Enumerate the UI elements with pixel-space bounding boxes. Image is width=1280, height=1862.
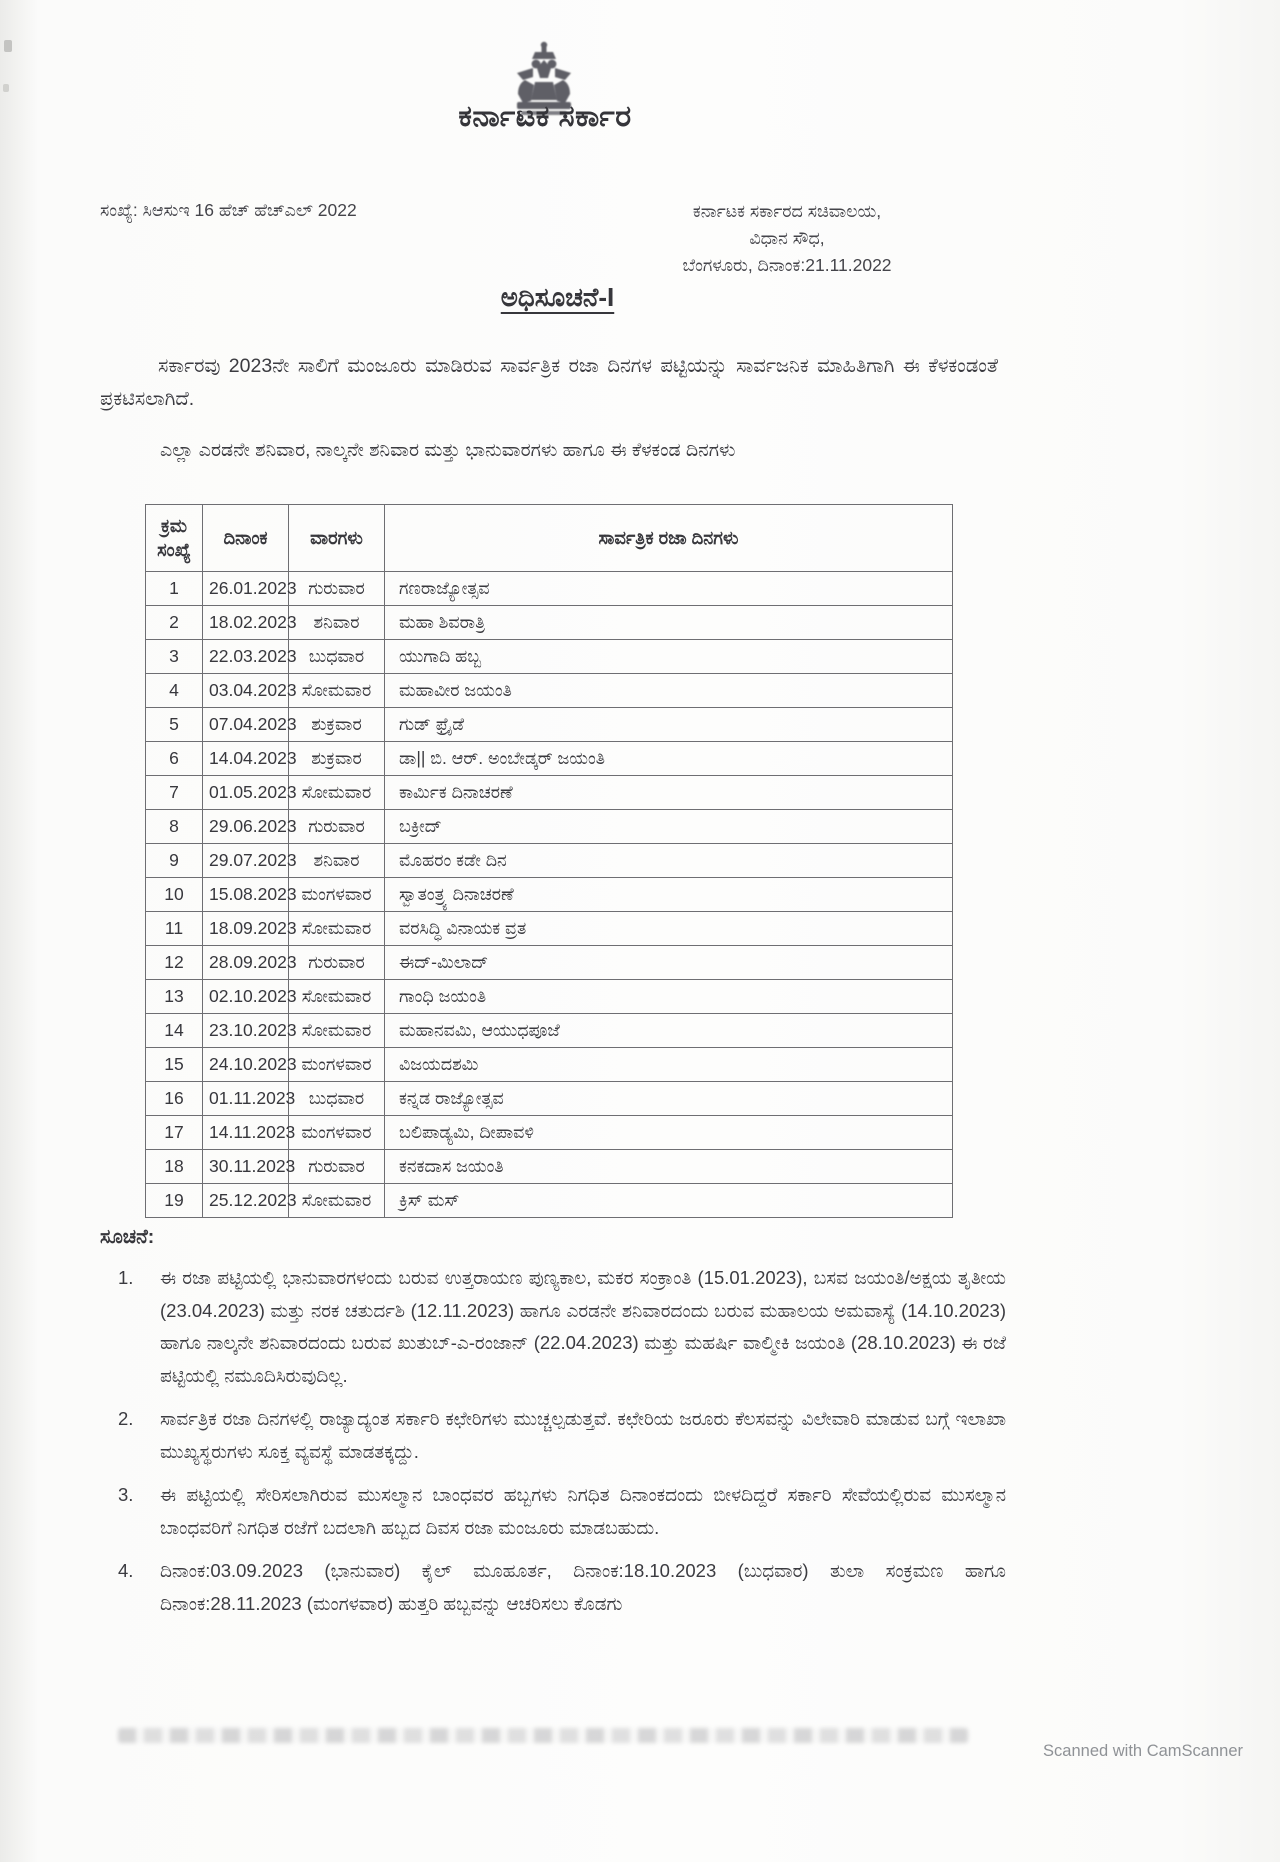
row-number-cell: 18: [146, 1150, 203, 1184]
row-number-cell: 19: [146, 1184, 203, 1218]
table-row: [146, 1082, 953, 1116]
date-cell: 22.03.2023: [203, 640, 289, 674]
table-row: [146, 912, 953, 946]
weekday-cell: ಶನಿವಾರ: [289, 844, 385, 878]
holiday-name-cell: ಡಾ|| ಬಿ. ಆರ್. ಅಂಬೇಡ್ಕರ್ ಜಯಂತಿ: [385, 742, 953, 776]
holiday-name-cell: ವಿಜಯದಶಮಿ: [385, 1048, 953, 1082]
note-number: 4.: [118, 1560, 134, 1581]
date-cell: 02.10.2023: [203, 980, 289, 1014]
weekday-cell: ಸೋಮವಾರ: [289, 1184, 385, 1218]
table-row: [146, 708, 953, 742]
weekday-cell: ಗುರುವಾರ: [289, 946, 385, 980]
date-cell: 23.10.2023: [203, 1014, 289, 1048]
holiday-name-cell: ಈದ್-ಮಿಲಾದ್: [385, 946, 953, 980]
weekday-cell: ಸೋಮವಾರ: [289, 1014, 385, 1048]
row-number-cell: 13: [146, 980, 203, 1014]
holiday-name-cell: ವರಸಿದ್ಧಿ ವಿನಾಯಕ ವ್ರತ: [385, 912, 953, 946]
row-number-cell: 16: [146, 1082, 203, 1116]
row-number-cell: 2: [146, 606, 203, 640]
holiday-name-cell: ಕನ್ನಡ ರಾಜ್ಯೋತ್ಸವ: [385, 1082, 953, 1116]
weekday-cell: ಗುರುವಾರ: [289, 810, 385, 844]
holiday-name-cell: ಕಾರ್ಮಿಕ ದಿನಾಚರಣೆ: [385, 776, 953, 810]
holiday-name-cell: ಮಹಾನವಮಿ, ಆಯುಧಪೂಜೆ: [385, 1014, 953, 1048]
holiday-name-cell: ಯುಗಾದಿ ಹಬ್ಬ: [385, 640, 953, 674]
row-number-cell: 3: [146, 640, 203, 674]
date-cell: 29.06.2023: [203, 810, 289, 844]
row-number-cell: 1: [146, 572, 203, 606]
date-cell: 03.04.2023: [203, 674, 289, 708]
intro-paragraph: ಸರ್ಕಾರವು 2023ನೇ ಸಾಲಿಗೆ ಮಂಜೂರು ಮಾಡಿರುವ ಸಾರ್ವತ್ರಿಕ ರಜಾ ದಿನಗಳ ಪಟ್ಟಿಯನ್ನು ಸಾರ್ವಜನಿಕ ಮಾಹಿತಿಗಾಗಿ ಈ ಕೆಳಕಂಡಂತೆ ಪ್ರಕಟಿಸಲಾಗಿದೆ.: [100, 355, 998, 410]
applicability-line: ಎಲ್ಲಾ ಎರಡನೇ ಶನಿವಾರ, ನಾಲ್ಕನೇ ಶನಿವಾರ ಮತ್ತು ಭಾನುವಾರಗಳು ಹಾಗೂ ಈ ಕೆಳಕಂಡ ದಿನಗಳು: [160, 440, 736, 461]
weekday-cell: ಬುಧವಾರ: [289, 1082, 385, 1116]
note-text: ಈ ರಜಾ ಪಟ್ಟಿಯಲ್ಲಿ ಭಾನುವಾರಗಳಂದು ಬರುವ ಉತ್ತರಾಯಣ ಪುಣ್ಯಕಾಲ, ಮಕರ ಸಂಕ್ರಾಂತಿ (15.01.2023), ಬಸವ ಜಯಂತಿ/ಅಕ್ಷಯ ತೃತೀಯ (23.04.2023) ಮತ್ತು ನರಕ ಚತುರ್ದಶಿ (12.11.2023) ಹಾಗೂ ಎರಡನೇ ಶನಿವಾರದಂದು ಬರುವ ಮಹಾಲಯ ಅಮವಾಸ್ಯೆ (14.10.2023) ಹಾಗೂ ನಾಲ್ಕನೇ ಶನಿವಾರದಂದು ಬರುವ ಖುತುಬ್-ಎ-ರಂಜಾನ್ (22.04.2023) ಮತ್ತು ಮಹರ್ಷಿ ವಾಲ್ಮೀಕಿ ಜಯಂತಿ (28.10.2023) ಈ ರಜೆ ಪಟ್ಟಿಯಲ್ಲಿ ನಮೂದಿಸಿರುವುದಿಲ್ಲ.: [160, 1267, 1006, 1386]
holiday-name-cell: ಗುಡ್ ಫ್ರೈಡೆ: [385, 708, 953, 742]
row-number-cell: 6: [146, 742, 203, 776]
holiday-table-body: [146, 572, 953, 1218]
table-row: [146, 844, 953, 878]
table-header-row: [146, 505, 953, 572]
row-number-cell: 4: [146, 674, 203, 708]
holiday-name-cell: ಗಾಂಧಿ ಜಯಂತಿ: [385, 980, 953, 1014]
date-cell: 18.02.2023: [203, 606, 289, 640]
row-number-cell: 8: [146, 810, 203, 844]
scan-artifact: [4, 40, 12, 52]
holiday-table: [145, 504, 953, 1218]
faded-cutoff-text-line: [118, 1728, 968, 1743]
date-cell: 24.10.2023: [203, 1048, 289, 1082]
holiday-name-cell: ಗಣರಾಜ್ಯೋತ್ಸವ: [385, 572, 953, 606]
row-number-cell: 11: [146, 912, 203, 946]
holiday-name-cell: ಸ್ವಾತಂತ್ರ್ಯ ದಿನಾಚರಣೆ: [385, 878, 953, 912]
row-number-cell: 15: [146, 1048, 203, 1082]
note-text: ಸಾರ್ವತ್ರಿಕ ರಜಾ ದಿನಗಳಲ್ಲಿ ರಾಜ್ಯಾದ್ಯಂತ ಸರ್ಕಾರಿ ಕಛೇರಿಗಳು ಮುಚ್ಚಲ್ಪಡುತ್ತವೆ. ಕಛೇರಿಯ ಜರೂರು ಕೆಲಸವನ್ನು ವಿಲೇವಾರಿ ಮಾಡುವ ಬಗ್ಗೆ ಇಲಾಖಾ ಮುಖ್ಯಸ್ಥರುಗಳು ಸೂಕ್ತ ವ್ಯವಸ್ಥೆ ಮಾಡತಕ್ಕದ್ದು.: [160, 1408, 1006, 1462]
row-number-cell: 12: [146, 946, 203, 980]
date-cell: 01.11.2023: [203, 1082, 289, 1116]
holiday-name-cell: ಮಹಾ ಶಿವರಾತ್ರಿ: [385, 606, 953, 640]
notification-title: ಅಧಿಸೂಚನೆ-I: [500, 282, 615, 312]
table-row: [146, 1150, 953, 1184]
notes-list: [118, 1262, 1006, 1631]
address-line: ವಿಧಾನ ಸೌಧ,: [749, 228, 825, 248]
weekday-cell: ಸೋಮವಾರ: [289, 674, 385, 708]
table-row: [146, 946, 953, 980]
note-item: [118, 1262, 1006, 1392]
weekday-cell: ಗುರುವಾರ: [289, 572, 385, 606]
holiday-name-cell: ಬಕ್ರೀದ್: [385, 810, 953, 844]
table-row: [146, 980, 953, 1014]
camscanner-watermark: Scanned with CamScanner: [1043, 1742, 1243, 1760]
weekday-cell: ಶನಿವಾರ: [289, 606, 385, 640]
weekday-cell: ಗುರುವಾರ: [289, 1150, 385, 1184]
note-text: ದಿನಾಂಕ:03.09.2023 (ಭಾನುವಾರ) ಕೈಲ್ ಮೂಹೂರ್ತ, ದಿನಾಂಕ:18.10.2023 (ಬುಧವಾರ) ತುಲಾ ಸಂಕ್ರಮಣ ಹಾಗೂ ದಿನಾಂಕ:28.11.2023 (ಮಂಗಳವಾರ) ಹುತ್ತರಿ ಹಬ್ಬವನ್ನು ಆಚರಿಸಲು ಕೊಡಗು: [160, 1560, 1006, 1614]
weekday-cell: ಸೋಮವಾರ: [289, 912, 385, 946]
date-cell: 18.09.2023: [203, 912, 289, 946]
table-row: [146, 1116, 953, 1150]
holiday-name-cell: ಮಹಾವೀರ ಜಯಂತಿ: [385, 674, 953, 708]
notes-heading: ಸೂಚನೆ:: [100, 1226, 155, 1248]
table-row: [146, 776, 953, 810]
weekday-cell: ಮಂಗಳವಾರ: [289, 1048, 385, 1082]
scan-artifact: [3, 84, 9, 92]
address-block: [632, 198, 942, 279]
table-row: [146, 810, 953, 844]
date-cell: 14.04.2023: [203, 742, 289, 776]
date-cell: 30.11.2023: [203, 1150, 289, 1184]
note-number: 2.: [118, 1408, 134, 1429]
row-number-cell: 5: [146, 708, 203, 742]
date-cell: 15.08.2023: [203, 878, 289, 912]
holiday-name-cell: ಮೊಹರಂ ಕಡೇ ದಿನ: [385, 844, 953, 878]
holiday-name-cell: ಕನಕದಾಸ ಜಯಂತಿ: [385, 1150, 953, 1184]
table-row: [146, 606, 953, 640]
address-line: ಕರ್ನಾಟಕ ಸರ್ಕಾರದ ಸಚಿವಾಲಯ,: [692, 201, 882, 221]
weekday-cell: ಬುಧವಾರ: [289, 640, 385, 674]
note-item: [118, 1555, 1006, 1620]
holiday-name-cell: ಕ್ರಿಸ್ ಮಸ್: [385, 1184, 953, 1218]
date-cell: 29.07.2023: [203, 844, 289, 878]
table-row: [146, 572, 953, 606]
table-row: [146, 1184, 953, 1218]
column-header: ಕ್ರಮ ಸಂಖ್ಯೆ: [146, 505, 203, 572]
weekday-cell: ಶುಕ್ರವಾರ: [289, 742, 385, 776]
table-row: [146, 674, 953, 708]
weekday-cell: ಸೋಮವಾರ: [289, 980, 385, 1014]
holiday-name-cell: ಬಲಿಪಾಡ್ಯಮಿ, ದೀಪಾವಳಿ: [385, 1116, 953, 1150]
weekday-cell: ಮಂಗಳವಾರ: [289, 878, 385, 912]
note-number: 1.: [118, 1267, 134, 1288]
column-header: ದಿನಾಂಕ: [203, 505, 289, 572]
weekday-cell: ಸೋಮವಾರ: [289, 776, 385, 810]
row-number-cell: 7: [146, 776, 203, 810]
table-row: [146, 742, 953, 776]
table-row: [146, 878, 953, 912]
table-row: [146, 1048, 953, 1082]
weekday-cell: ಮಂಗಳವಾರ: [289, 1116, 385, 1150]
row-number-cell: 14: [146, 1014, 203, 1048]
address-line: ಬೆಂಗಳೂರು, ದಿನಾಂಕ:21.11.2022: [682, 255, 892, 275]
note-item: [118, 1403, 1006, 1468]
weekday-cell: ಶುಕ್ರವಾರ: [289, 708, 385, 742]
table-row: [146, 1014, 953, 1048]
note-number: 3.: [118, 1484, 134, 1505]
date-cell: 07.04.2023: [203, 708, 289, 742]
note-text: ಈ ಪಟ್ಟಿಯಲ್ಲಿ ಸೇರಿಸಲಾಗಿರುವ ಮುಸಲ್ಮಾನ ಬಾಂಧವರ ಹಬ್ಬಗಳು ನಿಗಧಿತ ದಿನಾಂಕದಂದು ಬೀಳದಿದ್ದರೆ ಸರ್ಕಾರಿ ಸೇವೆಯಲ್ಲಿರುವ ಮುಸಲ್ಮಾನ ಬಾಂಧವರಿಗೆ ನಿಗಧಿತ ರಜೆಗೆ ಬದಲಾಗಿ ಹಬ್ಬದ ದಿವಸ ರಜಾ ಮಂಜೂರು ಮಾಡಬಹುದು.: [160, 1484, 1006, 1538]
date-cell: 01.05.2023: [203, 776, 289, 810]
date-cell: 26.01.2023: [203, 572, 289, 606]
row-number-cell: 10: [146, 878, 203, 912]
reference-number: ಸಂಖ್ಯೆ: ಸಿಆಸುಇ 16 ಹೆಚ್ ಹೆಚ್ಎಲ್ 2022: [100, 200, 357, 220]
date-cell: 28.09.2023: [203, 946, 289, 980]
date-cell: 25.12.2023: [203, 1184, 289, 1218]
table-row: [146, 640, 953, 674]
row-number-cell: 17: [146, 1116, 203, 1150]
row-number-cell: 9: [146, 844, 203, 878]
column-header: ಸಾರ್ವತ್ರಿಕ ರಜಾ ದಿನಗಳು: [385, 505, 953, 572]
government-title: ಕರ್ನಾಟಕ ಸರ್ಕಾರ: [458, 100, 632, 133]
date-cell: 14.11.2023: [203, 1116, 289, 1150]
note-item: [118, 1479, 1006, 1544]
column-header: ವಾರಗಳು: [289, 505, 385, 572]
